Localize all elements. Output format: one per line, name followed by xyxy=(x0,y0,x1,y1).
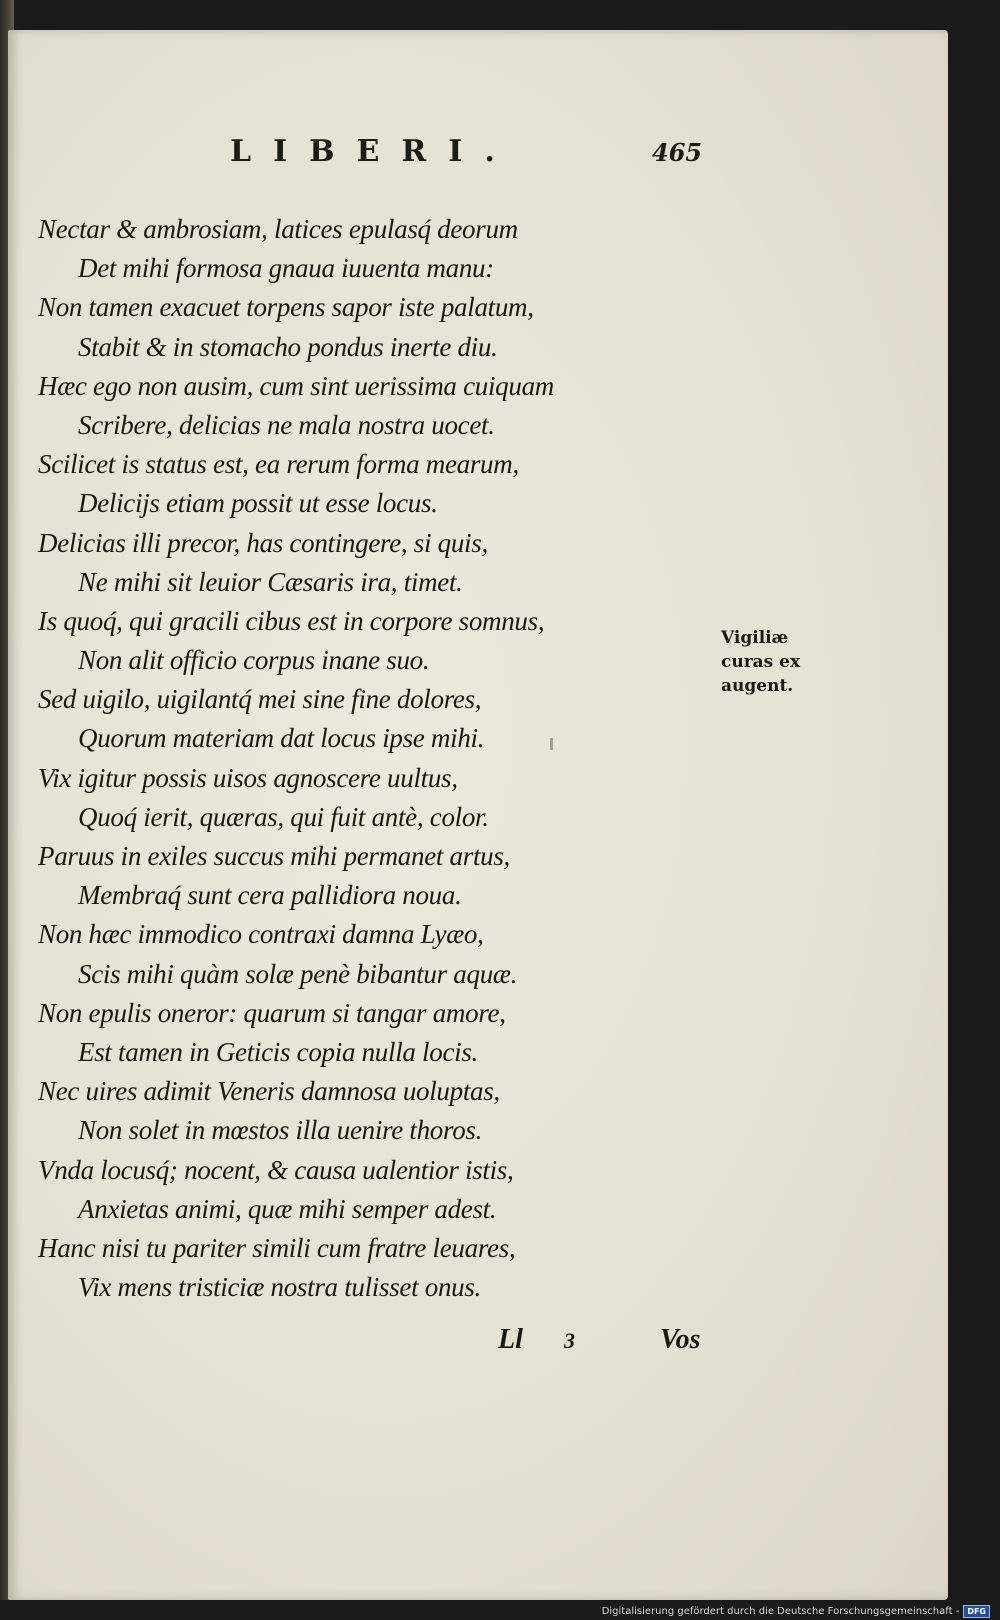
book-page xyxy=(8,30,948,1600)
verse-line: Non solet in mœstos illa uenire thoros. xyxy=(78,1115,483,1146)
verse-line: Non hæc immodico contraxi damna Lyæo, xyxy=(38,919,484,950)
verse-line: Delicijs etiam possit ut esse locus. xyxy=(78,488,438,519)
verse-line: Scribere, delicias ne mala nostra uocet. xyxy=(78,409,495,440)
digitization-credit xyxy=(602,1605,990,1618)
verse-line: Non tamen exacuet torpens sapor iste palatum, xyxy=(38,292,534,323)
marginal-note-line: Vigiliæ xyxy=(721,628,789,648)
verse-line: Ne mihi sit leuior Cæsaris ira, timet. xyxy=(78,566,463,597)
running-title: LIBERI. xyxy=(230,134,517,169)
verse-line: Scilicet is status est, ea rerum forma mearum, xyxy=(38,449,519,480)
signature-number: 3 xyxy=(564,1328,575,1353)
verse-line: Quoq́ ierit, quæras, qui fuit antè, color. xyxy=(78,801,489,832)
verse-line: Paruus in exiles succus mihi permanet artus, xyxy=(38,841,510,871)
verse-line: Vix mens tristiciæ nostra tulisset onus. xyxy=(78,1272,482,1303)
verse-line: Membraq́ sunt cera pallidiora noua. xyxy=(78,880,462,911)
verse-line: Hæc ego non ausim, cum sint uerissima cuiquam xyxy=(38,370,554,401)
page-footer xyxy=(8,1324,948,1364)
verse-line: Nec uires adimit Veneris damnosa uoluptas, xyxy=(38,1076,500,1107)
dfg-logo: DFG xyxy=(963,1605,990,1618)
marginal-note xyxy=(721,626,831,698)
credit-text: Digitalisierung gefördert durch die Deutsche Forschungsgemeinschaft - xyxy=(601,1606,960,1617)
verse-line: Is quoq́, qui gracili cibus est in corpore somnus, xyxy=(38,605,545,636)
verse-line: Quorum materiam dat locus ipse mihi. xyxy=(78,723,485,754)
signature-mark: Ll xyxy=(498,1324,523,1355)
verse-line: Hanc nisi tu pariter simili cum fratre leuares, xyxy=(38,1232,516,1263)
marginal-note-line: curas ex xyxy=(721,652,801,672)
page-number: 465 xyxy=(652,138,703,167)
verse-line: Sed uigilo, uigilantq́ mei sine fine dolores, xyxy=(38,684,482,715)
verse-line: Est tamen in Geticis copia nulla locis. xyxy=(78,1036,478,1067)
verse-line: Non epulis oneror: quarum si tangar amore, xyxy=(38,997,506,1028)
verse-line: Nectar & ambrosiam, latices epulasq́ deorum xyxy=(38,214,518,244)
page-header xyxy=(8,134,948,174)
verse-list xyxy=(38,210,658,1307)
verse-line: Det mihi formosa gnaua iuuenta manu: xyxy=(78,253,494,284)
marginal-note-line: augent. xyxy=(721,676,794,696)
ink-speck xyxy=(550,738,553,750)
verse-line: Scis mihi quàm solæ penè bibantur aquæ. xyxy=(78,958,518,989)
verse-line: Non alit officio corpus inane suo. xyxy=(78,645,430,676)
verse-line: Vnda locusq́; nocent, & causa ualentior istis, xyxy=(38,1154,514,1185)
verse-line: Delicias illi precor, has contingere, si quis, xyxy=(38,527,488,558)
catchword: Vos xyxy=(660,1324,701,1355)
verse-line: Vix igitur possis uisos agnoscere uultus, xyxy=(38,762,458,793)
verse-line: Stabit & in stomacho pondus inerte diu. xyxy=(78,331,498,362)
verse-line: Anxietas animi, quæ mihi semper adest. xyxy=(78,1193,497,1224)
